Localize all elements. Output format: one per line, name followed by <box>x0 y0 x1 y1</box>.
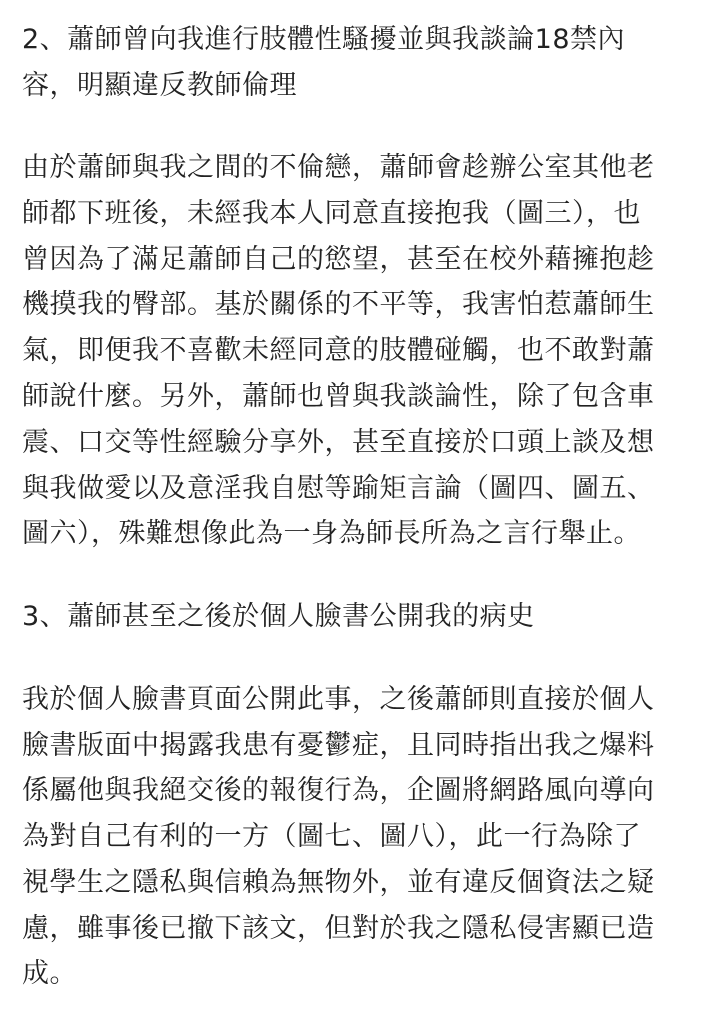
section-3-body-line-4: 為對自己有利的一方（圖七、圖八），此一行為除了 <box>22 821 641 852</box>
section-3-body-line-2: 臉書版面中揭露我患有憂鬱症，且同時指出我之爆料 <box>22 730 655 761</box>
section-3-heading-line-1: 3、蕭師甚至之後於個人臉書公開我的病史 <box>22 601 535 632</box>
section-2-body-line-3: 曾因為了滿足蕭師自己的慾望，甚至在校外藉擁抱趁 <box>22 244 655 275</box>
section-2-heading-line-2: 容，明顯違反教師倫理 <box>22 70 297 101</box>
section-3-body-line-1: 我於個人臉書頁面公開此事，之後蕭師則直接於個人 <box>22 684 655 715</box>
section-2-body-line-4: 機摸我的臀部。基於關係的不平等，我害怕惹蕭師生 <box>22 289 655 320</box>
section-2-body-line-1: 由於蕭師與我之間的不倫戀，蕭師會趁辦公室其他老 <box>22 152 655 183</box>
section-2-body-line-8: 與我做愛以及意淫我自慰等踰矩言論（圖四、圖五、 <box>22 473 655 504</box>
section-2-body-line-6: 師說什麼。另外，蕭師也曾與我談論性，除了包含車 <box>22 381 655 412</box>
section-3-body-line-5: 視學生之隱私與信賴為無物外，並有違反個資法之疑 <box>22 867 655 898</box>
section-3-body-line-7: 成。 <box>22 958 77 989</box>
section-2-heading-line-1: 2、蕭師曾向我進行肢體性騷擾並與我談論18禁內 <box>22 24 626 55</box>
section-2-body-line-9: 圖六），殊難想像此為一身為師長所為之言行舉止。 <box>22 518 641 549</box>
section-2-body-line-5: 氣，即便我不喜歡未經同意的肢體碰觸，也不敢對蕭 <box>22 335 655 366</box>
section-3-body-line-6: 慮，雖事後已撤下該文，但對於我之隱私侵害顯已造 <box>22 913 655 944</box>
section-3-body-line-3: 係屬他與我絕交後的報復行為，企圖將網路風向導向 <box>22 775 655 806</box>
section-2-body-line-7: 震、口交等性經驗分享外，甚至直接於口頭上談及想 <box>22 427 655 458</box>
section-2-body-line-2: 師都下班後，未經我本人同意直接抱我（圖三），也 <box>22 198 641 229</box>
